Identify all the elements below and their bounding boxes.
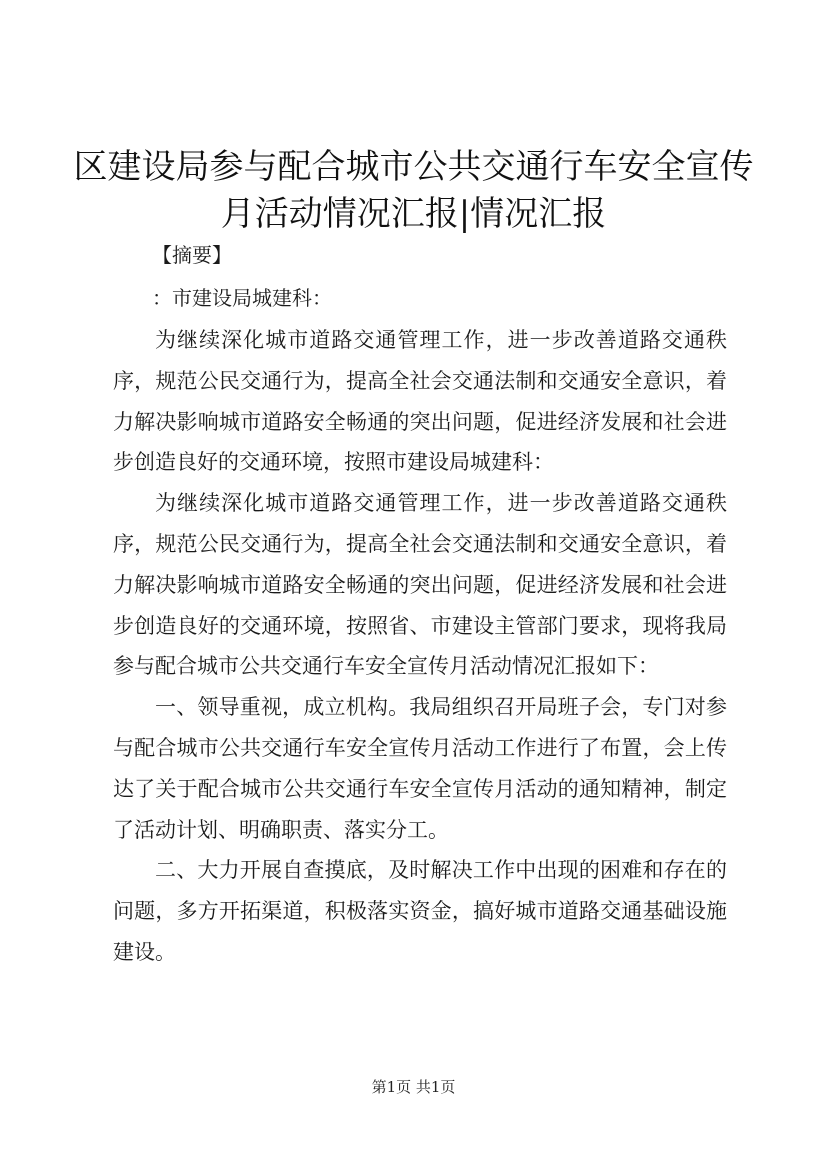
paragraph-2: 为继续深化城市道路交通管理工作，进一步改善道路交通秩序，规范公民交通行为，提高全社会交通法制和交通安全意识，着力解决影响城市道路安全畅通的突出问题，促进经济发展和社会进步创造良好的交通环境，按照省、市建设主管部门要求，现将我局参与配合城市公共交通行车安全宣传月活动情况汇报如下： [113, 491, 727, 679]
abstract-label: 【摘要】 [152, 243, 232, 267]
paragraph-4: 二、大力开展自查摸底，及时解决工作中出现的困难和存在的问题，多方开拓渠道，积极落实资金，搞好城市道路交通基础设施建设。 [113, 858, 727, 964]
page-footer: 第1页 共1页 [371, 1078, 456, 1096]
addressee-line: ：市建设局城建科： [152, 286, 332, 310]
paragraph-3: 一、领导重视，成立机构。我局组织召开局班子会，专门对参与配合城市公共交通行车安全宣传月活动工作进行了布置，会上传达了关于配合城市公共交通行车安全宣传月活动的通知精神，制定了活动计划、明确职责、落实分工。 [113, 695, 727, 842]
paragraph-1: 为继续深化城市道路交通管理工作，进一步改善道路交通秩序，规范公民交通行为，提高全社会交通法制和交通安全意识，着力解决影响城市道路安全畅通的突出问题，促进经济发展和社会进步创造良好的交通环境，按照市建设局城建科： [113, 328, 727, 475]
document-body [113, 320, 727, 973]
document-title-line-1: 区建设局参与配合城市公共交通行车安全宣传 [73, 147, 754, 187]
document-title-line-2: 月活动情况汇报|情况汇报 [220, 194, 607, 234]
